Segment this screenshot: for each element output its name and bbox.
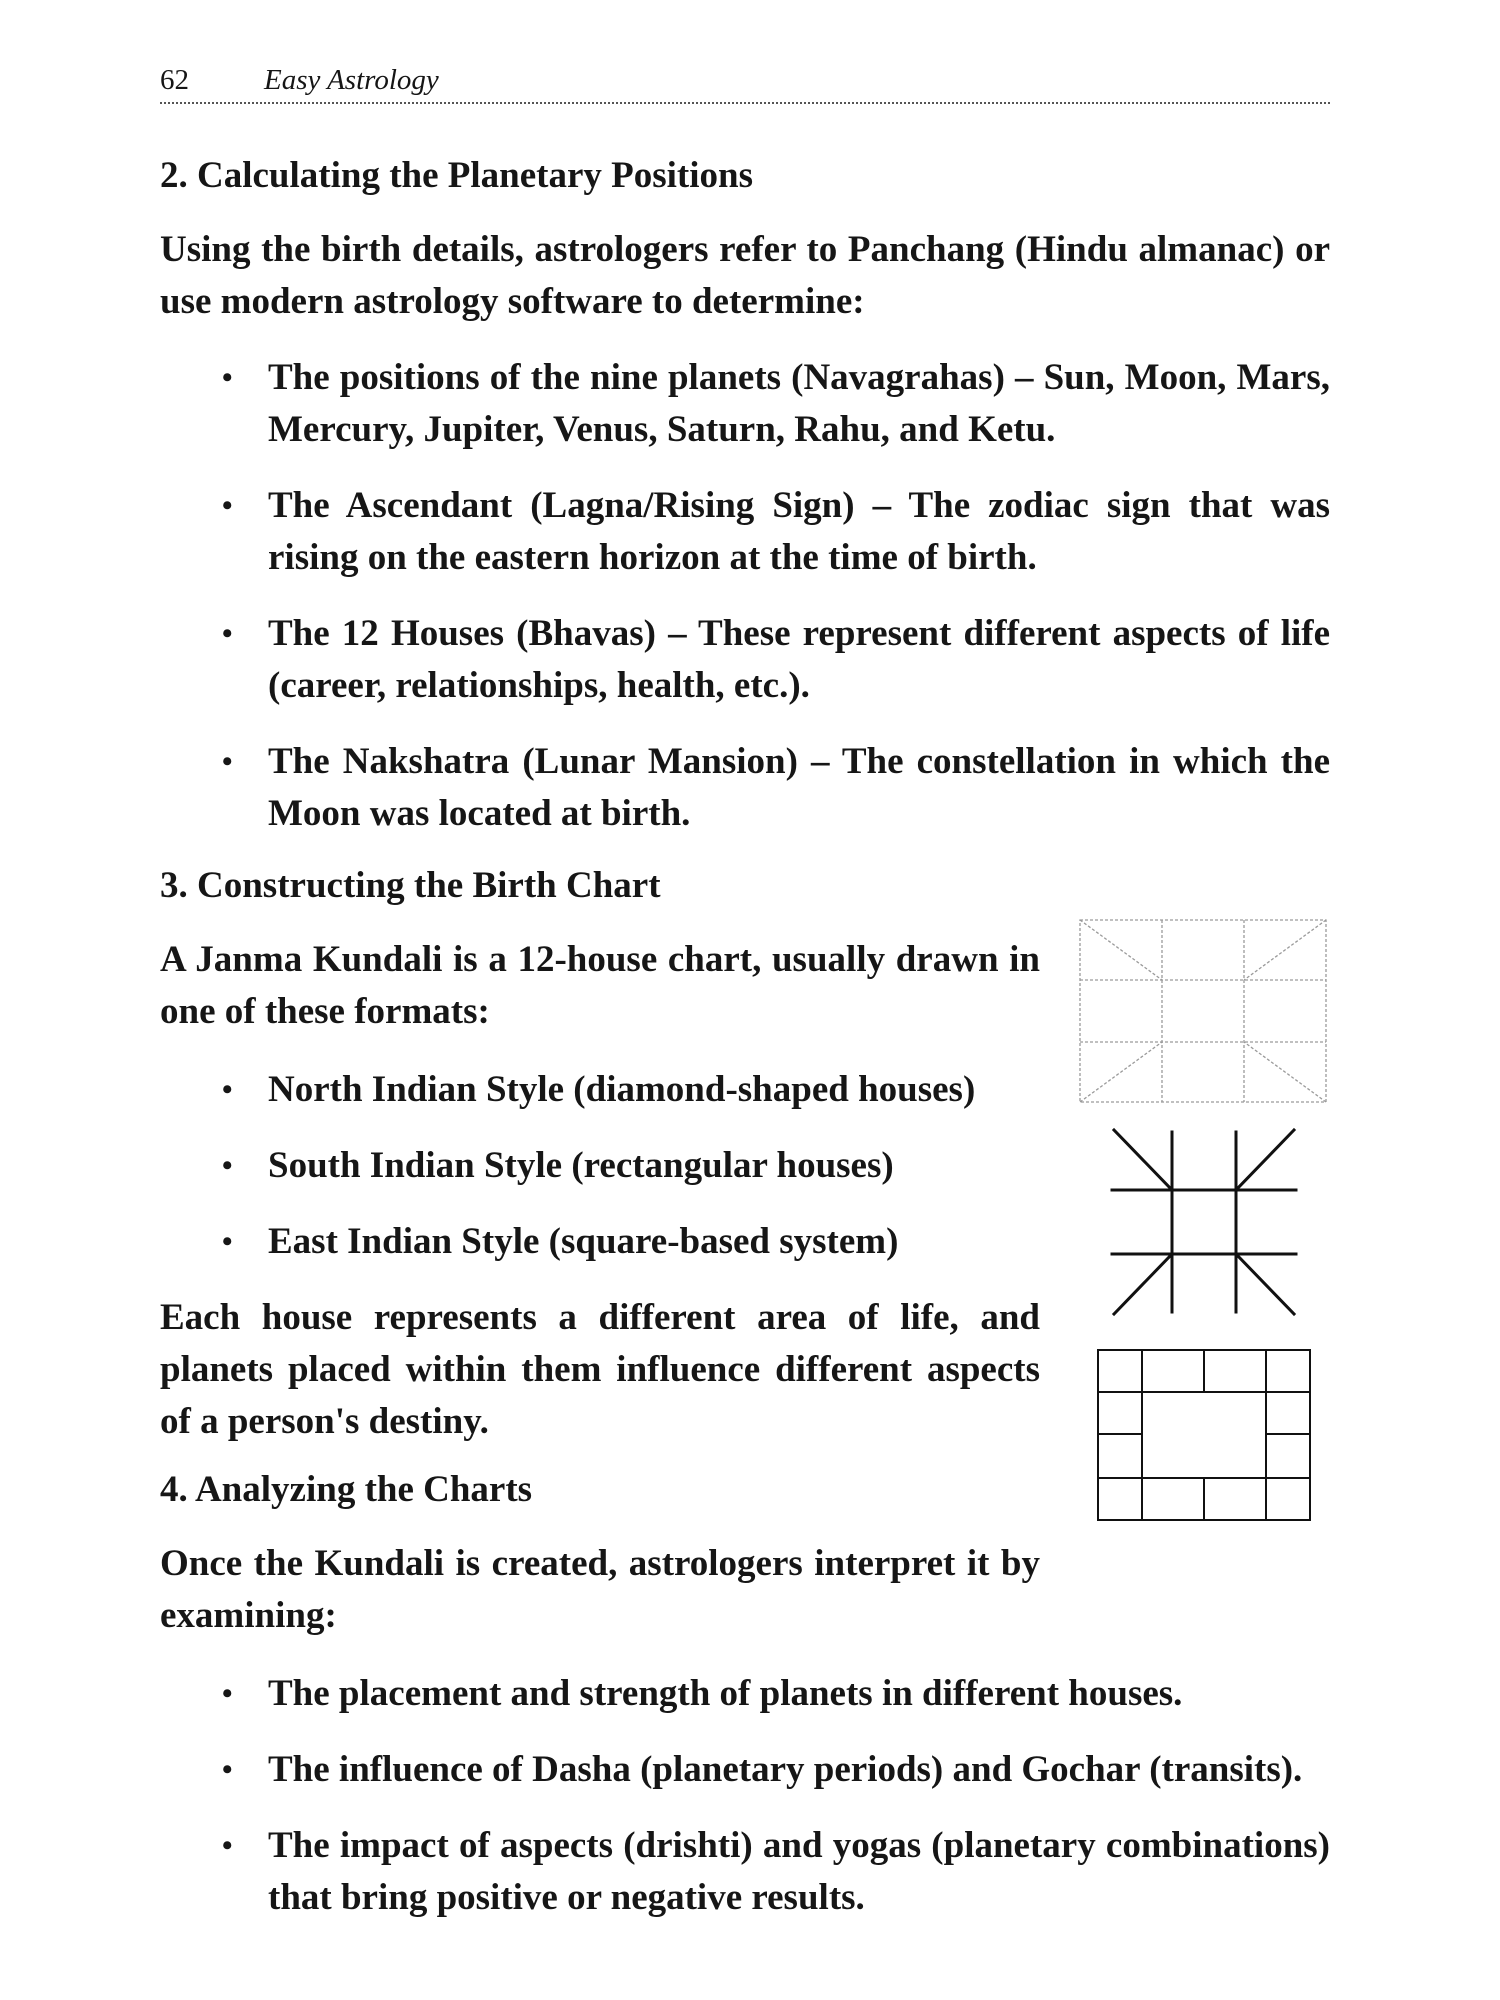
running-head (160, 58, 1330, 102)
list-item: • The impact of aspects (drishti) and yogas (planetary combinations) that bring positive or negative results. (160, 1820, 1330, 1924)
list-item: • The Nakshatra (Lunar Mansion) – The constellation in which the Moon was located at birth. (160, 736, 1330, 840)
south-indian-chart-diagram (1096, 1348, 1312, 1522)
section-4-list (160, 1668, 1330, 1924)
list-item: • The placement and strength of planets in different houses. (160, 1668, 1330, 1720)
page-number: 62 (160, 64, 189, 96)
list-item: • The positions of the nine planets (Navagrahas) – Sun, Moon, Mars, Mercury, Jupiter, Venus, Saturn, Rahu, and Ketu. (160, 352, 1330, 456)
list-item: • North Indian Style (diamond-shaped houses) (160, 1064, 1330, 1116)
list-item: • The Ascendant (Lagna/Rising Sign) – The zodiac sign that was rising on the eastern horizon at the time of birth. (160, 480, 1330, 584)
list-item: • The influence of Dasha (planetary periods) and Gochar (transits). (160, 1744, 1330, 1796)
section-4-intro: Once the Kundali is created, astrologers interpret it by examining: (160, 1543, 1040, 1636)
section-3-heading: 3. Constructing the Birth Chart (160, 865, 661, 906)
east-indian-chart-diagram (1078, 918, 1328, 1104)
section-2-intro: Using the birth details, astrologers refer to Panchang (Hindu almanac) or use modern astrology software to determine: (160, 229, 1330, 322)
book-title: Easy Astrology (264, 64, 439, 96)
section-2-heading: 2. Calculating the Planetary Positions (160, 155, 754, 196)
north-indian-chart-diagram (1106, 1122, 1302, 1322)
section-4-heading: 4. Analyzing the Charts (160, 1469, 533, 1510)
list-item: • East Indian Style (square-based system) (160, 1216, 1330, 1268)
section-2-list (160, 352, 1330, 840)
section-3-intro: A Janma Kundali is a 12-house chart, usually drawn in one of these formats: (160, 939, 1040, 1032)
header-divider (160, 102, 1330, 104)
section-3-outro: Each house represents a different area of life, and planets placed within them influence different aspects of a person's destiny. (160, 1297, 1040, 1442)
list-item: • South Indian Style (rectangular houses) (160, 1140, 1330, 1192)
list-item: • The 12 Houses (Bhavas) – These represent different aspects of life (career, relationships, health, etc.). (160, 608, 1330, 712)
